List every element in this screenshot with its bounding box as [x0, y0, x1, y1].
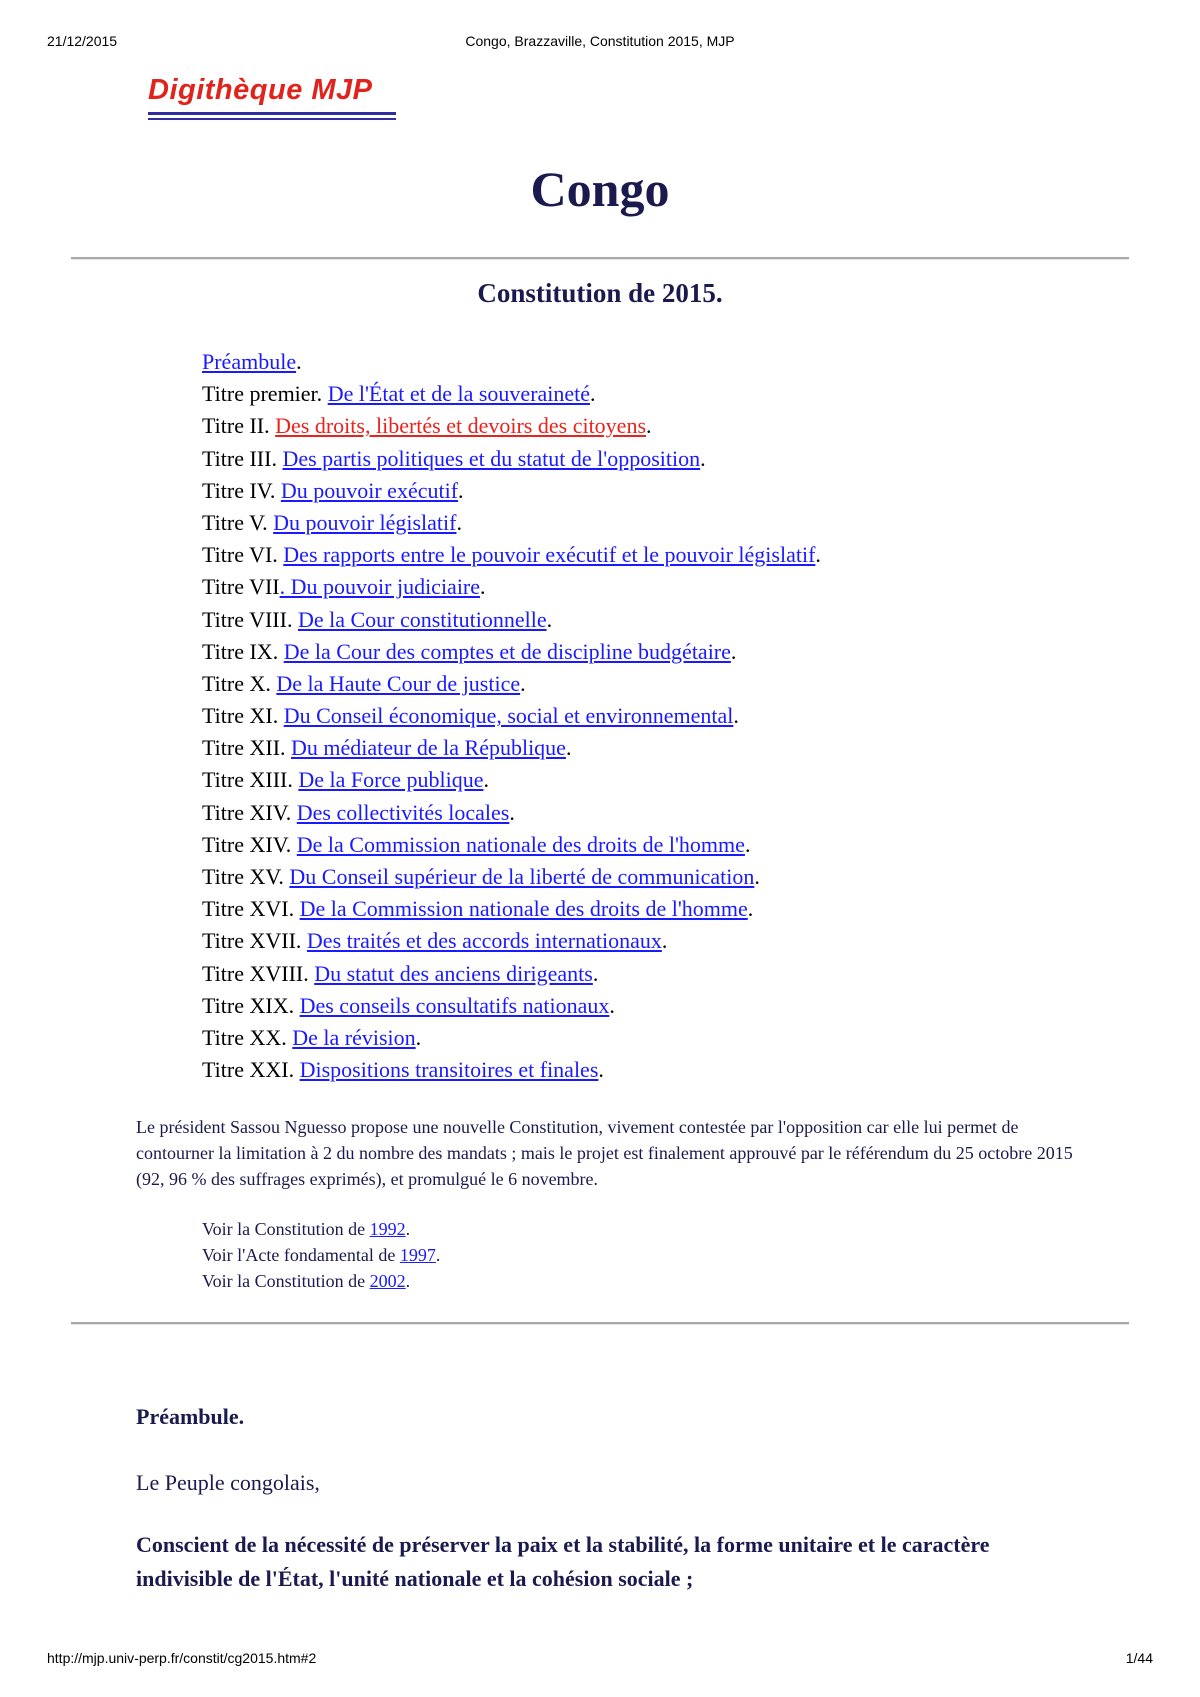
toc-link[interactable]: Du Conseil économique, social et environnemental — [283, 703, 734, 729]
toc-item: Titre XVIII. Du statut des anciens dirigeants. — [202, 960, 599, 986]
toc-item: Titre V. Du pouvoir législatif. — [202, 509, 462, 535]
preamble-paragraph: Le Peuple congolais, — [136, 1470, 320, 1495]
print-url: http://mjp.univ-perp.fr/constit/cg2015.htm#2 — [47, 1650, 317, 1666]
toc-link[interactable]: De l'État et de la souveraineté — [327, 381, 591, 407]
toc-link[interactable]: De la Haute Cour de justice — [276, 670, 521, 696]
toc-item: Titre VIII. De la Cour constitutionnelle. — [202, 606, 553, 632]
toc-item: Titre XII. Du médiateur de la République. — [202, 735, 572, 761]
page-title: Congo — [530, 161, 670, 217]
see-also-link[interactable]: 2002 — [369, 1271, 406, 1291]
see-also-item: Voir la Constitution de 1992. — [202, 1219, 411, 1239]
toc-item: Titre XVI. De la Commission nationale des droits de l'homme. — [202, 896, 754, 922]
toc-item: Titre XV. Du Conseil supérieur de la liberté de communication. — [202, 864, 760, 889]
print-title: Congo, Brazzaville, Constitution 2015, MJP — [465, 33, 735, 49]
toc-link[interactable]: De la Cour des comptes et de discipline budgétaire — [283, 638, 731, 664]
toc-link[interactable]: De la Commission nationale des droits de l'homme — [299, 896, 748, 922]
constitution-subtitle: Constitution de 2015. — [477, 278, 723, 308]
page-number: 1/44 — [1125, 1650, 1153, 1666]
toc-link[interactable]: De la Commission nationale des droits de l'homme — [296, 831, 745, 857]
toc-item: Titre XIV. Des collectivités locales. — [202, 799, 515, 825]
toc-link[interactable]: Du pouvoir législatif — [273, 509, 457, 535]
divider-top — [71, 257, 1129, 260]
see-also-list — [202, 1216, 440, 1294]
see-also-link[interactable]: 1997 — [399, 1245, 436, 1265]
toc-item: Titre XXI. Dispositions transitoires et finales. — [202, 1057, 604, 1083]
toc-item: Titre III. Des partis politiques et du statut de l'opposition. — [202, 445, 706, 471]
preamble-heading: Préambule. — [136, 1404, 245, 1429]
toc-item: Titre XIV. De la Commission nationale des droits de l'homme. — [202, 831, 751, 857]
toc-item: Titre XIX. Des conseils consultatifs nationaux. — [202, 992, 615, 1018]
toc-link[interactable]: Du médiateur de la République — [291, 735, 566, 761]
toc-item: Titre XVII. Des traités et des accords internationaux. — [202, 928, 668, 954]
toc-link-visited[interactable]: Des droits, libertés et devoirs des citoyens — [275, 413, 647, 439]
toc-link[interactable]: Préambule — [202, 349, 297, 374]
toc-link[interactable]: Des collectivités locales — [296, 799, 510, 825]
table-of-contents — [202, 346, 821, 1086]
print-header — [0, 33, 1200, 53]
toc-link[interactable]: Des traités et des accords internationaux — [306, 928, 662, 954]
toc-link[interactable]: Du pouvoir exécutif — [280, 477, 459, 503]
logo-underline-thin — [148, 118, 396, 120]
toc-item: Titre VI. Des rapports entre le pouvoir exécutif et le pouvoir législatif. — [202, 542, 821, 568]
toc-link[interactable]: Des partis politiques et du statut de l'opposition — [282, 445, 701, 471]
print-footer — [0, 1650, 1200, 1670]
toc-item: Titre XX. De la révision. — [202, 1024, 422, 1050]
toc-item: Titre XI. Du Conseil économique, social et environnemental. — [202, 703, 739, 729]
toc-link[interactable]: Dispositions transitoires et finales — [299, 1057, 599, 1083]
toc-item: Préambule. — [202, 349, 302, 374]
toc-item: Titre premier. De l'État et de la souveraineté. — [202, 381, 596, 407]
toc-item: Titre XIII. De la Force publique. — [202, 767, 489, 793]
logo-underline — [148, 112, 396, 115]
toc-link[interactable]: Du statut des anciens dirigeants — [314, 960, 593, 986]
see-also-item: Voir la Constitution de 2002. — [202, 1271, 411, 1291]
toc-item: Titre IX. De la Cour des comptes et de discipline budgétaire. — [202, 638, 737, 664]
toc-link[interactable]: De la révision — [292, 1024, 416, 1050]
see-also-link[interactable]: 1992 — [369, 1219, 406, 1239]
digitheque-logo[interactable]: Digithèque MJP — [148, 74, 373, 106]
toc-item: Titre X. De la Haute Cour de justice. — [202, 670, 526, 696]
divider-bottom — [71, 1322, 1129, 1325]
toc-link[interactable]: . Du pouvoir judiciaire — [279, 574, 481, 600]
toc-link[interactable]: Des rapports entre le pouvoir exécutif et le pouvoir législatif — [283, 542, 816, 568]
see-also-item: Voir l'Acte fondamental de 1997. — [202, 1245, 441, 1265]
toc-link[interactable]: De la Force publique — [298, 767, 484, 793]
intro-paragraph: Le président Sassou Nguesso propose une nouvelle Constitution, vivement contestée par l'opposition car elle lui permet de contourner la limitation à 2 du nombre des mandats ; mais le projet est finalement approuvé par le référendum du 25 octobre 2015 (92, 96 % des suffrages exprimés), et promulgué le 6 novembre. — [136, 1117, 1073, 1189]
toc-item: Titre IV. Du pouvoir exécutif. — [202, 477, 464, 503]
toc-link[interactable]: Du Conseil supérieur de la liberté de communication — [289, 864, 755, 889]
print-date: 21/12/2015 — [47, 33, 118, 49]
toc-link[interactable]: Des conseils consultatifs nationaux — [299, 992, 610, 1018]
preamble-paragraph-bold: Conscient de la nécessité de préserver la paix et la stabilité, la forme unitaire et le caractère indivisible de l'État, l'unité nationale et la cohésion sociale ; — [136, 1532, 990, 1591]
toc-link[interactable]: De la Cour constitutionnelle — [297, 606, 547, 632]
toc-item: Titre II. Des droits, libertés et devoirs des citoyens. — [202, 413, 652, 439]
toc-item: Titre VII. Du pouvoir judiciaire. — [202, 574, 486, 600]
